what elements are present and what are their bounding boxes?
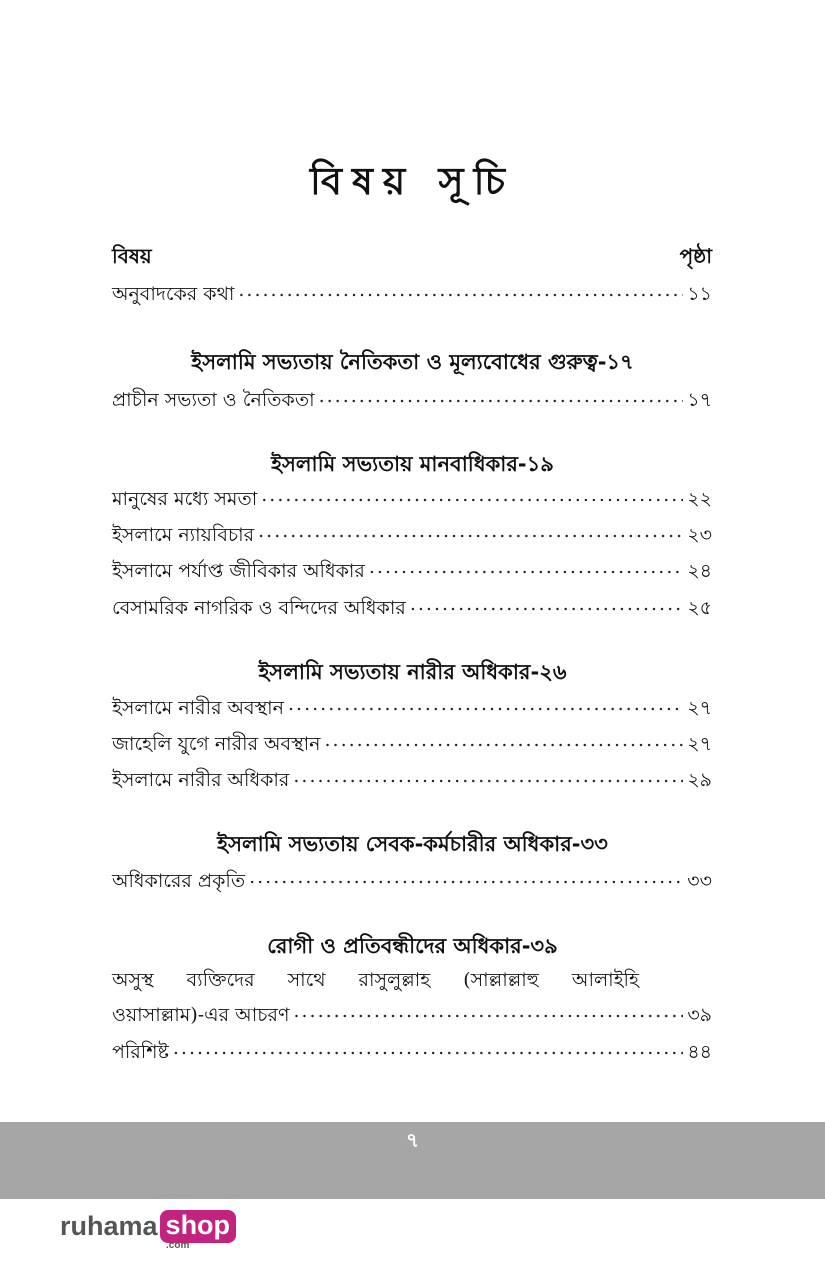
toc-entry <box>112 557 712 585</box>
leader-dots <box>173 1037 683 1059</box>
leader-dots <box>410 593 683 615</box>
leader-dots <box>325 729 684 751</box>
page-number: ৭ <box>405 1128 419 1152</box>
word: (সাল্লাল্লাহু <box>463 969 539 991</box>
entry-page: ৩৯ <box>687 1004 712 1026</box>
entry-title: ইসলামে ন্যায়বিচার <box>112 524 255 546</box>
toc-entry <box>112 694 712 722</box>
entry-title: মানুষের মধ্যে সমতা <box>112 488 258 510</box>
section-heading: ইসলামি সভ্যতায় মানবাধিকার-১৯ <box>271 452 554 476</box>
entry-page: ৩৩ <box>687 870 712 892</box>
entry-page: ২২ <box>687 488 712 510</box>
entry-page: ২৫ <box>687 597 712 619</box>
word: রাসুলুল্লাহ <box>358 969 431 991</box>
entry-page: ৪৪ <box>687 1041 712 1063</box>
entry-title: অনুবাদকের কথা <box>112 283 235 305</box>
toc-entry <box>112 1001 712 1029</box>
toc-entry <box>112 485 712 513</box>
logo-ruhama: ruhama <box>60 1211 158 1241</box>
entry-title: প্রাচীন সভ্যতা ও নৈতিকতা <box>112 389 315 411</box>
entry-title: অধিকারের প্রকৃতি <box>112 870 246 892</box>
section-heading: ইসলামি সভ্যতায় নৈতিকতা ও মূল্যবোধের গুরুত্ব-১৭ <box>191 350 634 374</box>
entry-title: ইসলামে পর্যাপ্ত জীবিকার অধিকার <box>112 560 365 582</box>
entry-page: ২৭ <box>687 733 712 755</box>
toc-entry <box>112 867 712 895</box>
ruhamashop-logo <box>60 1210 236 1251</box>
leader-dots <box>288 693 683 715</box>
header-topic: বিষয় <box>112 244 152 268</box>
word: সাথে <box>287 969 326 991</box>
toc-entry-wrapped-line <box>112 966 712 998</box>
trailing-space <box>672 966 712 998</box>
leader-dots <box>261 484 683 506</box>
logo-com: .com <box>166 1240 190 1251</box>
leader-dots <box>293 1000 683 1022</box>
section-heading: রোগী ও প্রতিবন্ধীদের অধিকার-৩৯ <box>267 934 558 958</box>
leader-dots <box>319 385 684 407</box>
toc-entry <box>112 280 712 308</box>
section-heading: ইসলামি সভ্যতায় সেবক-কর্মচারীর অধিকার-৩৩ <box>217 832 608 856</box>
word: ব্যক্তিদের <box>186 969 255 991</box>
entry-page: ২৪ <box>687 560 712 582</box>
toc-entry <box>112 1038 712 1066</box>
entry-title: ইসলামে নারীর অবস্থান <box>112 697 285 719</box>
entry-page: ২৯ <box>687 769 712 791</box>
toc-entry <box>112 594 712 622</box>
entry-page: ১১ <box>687 283 712 305</box>
word: অসুস্থ <box>112 969 154 991</box>
toc-entry <box>112 730 712 758</box>
entry-page: ১৭ <box>687 389 712 411</box>
toc-entry <box>112 766 712 794</box>
toc-header <box>112 242 712 275</box>
section-heading: ইসলামি সভ্যতায় নারীর অধিকার-২৬ <box>258 660 567 684</box>
toc-entry <box>112 521 712 549</box>
entry-title: পরিশিষ্ট <box>112 1041 169 1063</box>
leader-dots <box>238 279 683 301</box>
entry-page: ২৭ <box>687 697 712 719</box>
word: আলাইহি <box>571 969 639 991</box>
entry-title: ওয়াসাল্লাম)-এর আচরণ <box>112 1004 290 1026</box>
header-page: পৃষ্ঠা <box>679 244 712 268</box>
page-title: বিষয় সূচি <box>309 159 516 203</box>
toc-entry <box>112 386 712 414</box>
leader-dots <box>369 556 683 578</box>
entry-title: ইসলামে নারীর অধিকার <box>112 769 290 791</box>
leader-dots <box>258 520 683 542</box>
entry-page: ২৩ <box>687 524 712 546</box>
entry-title: বেসামরিক নাগরিক ও বন্দিদের অধিকার <box>112 597 406 619</box>
entry-title: জাহেলি যুগে নারীর অবস্থান <box>112 733 321 755</box>
logo-shop: shop <box>160 1210 237 1243</box>
leader-dots <box>293 765 683 787</box>
leader-dots <box>249 866 683 888</box>
